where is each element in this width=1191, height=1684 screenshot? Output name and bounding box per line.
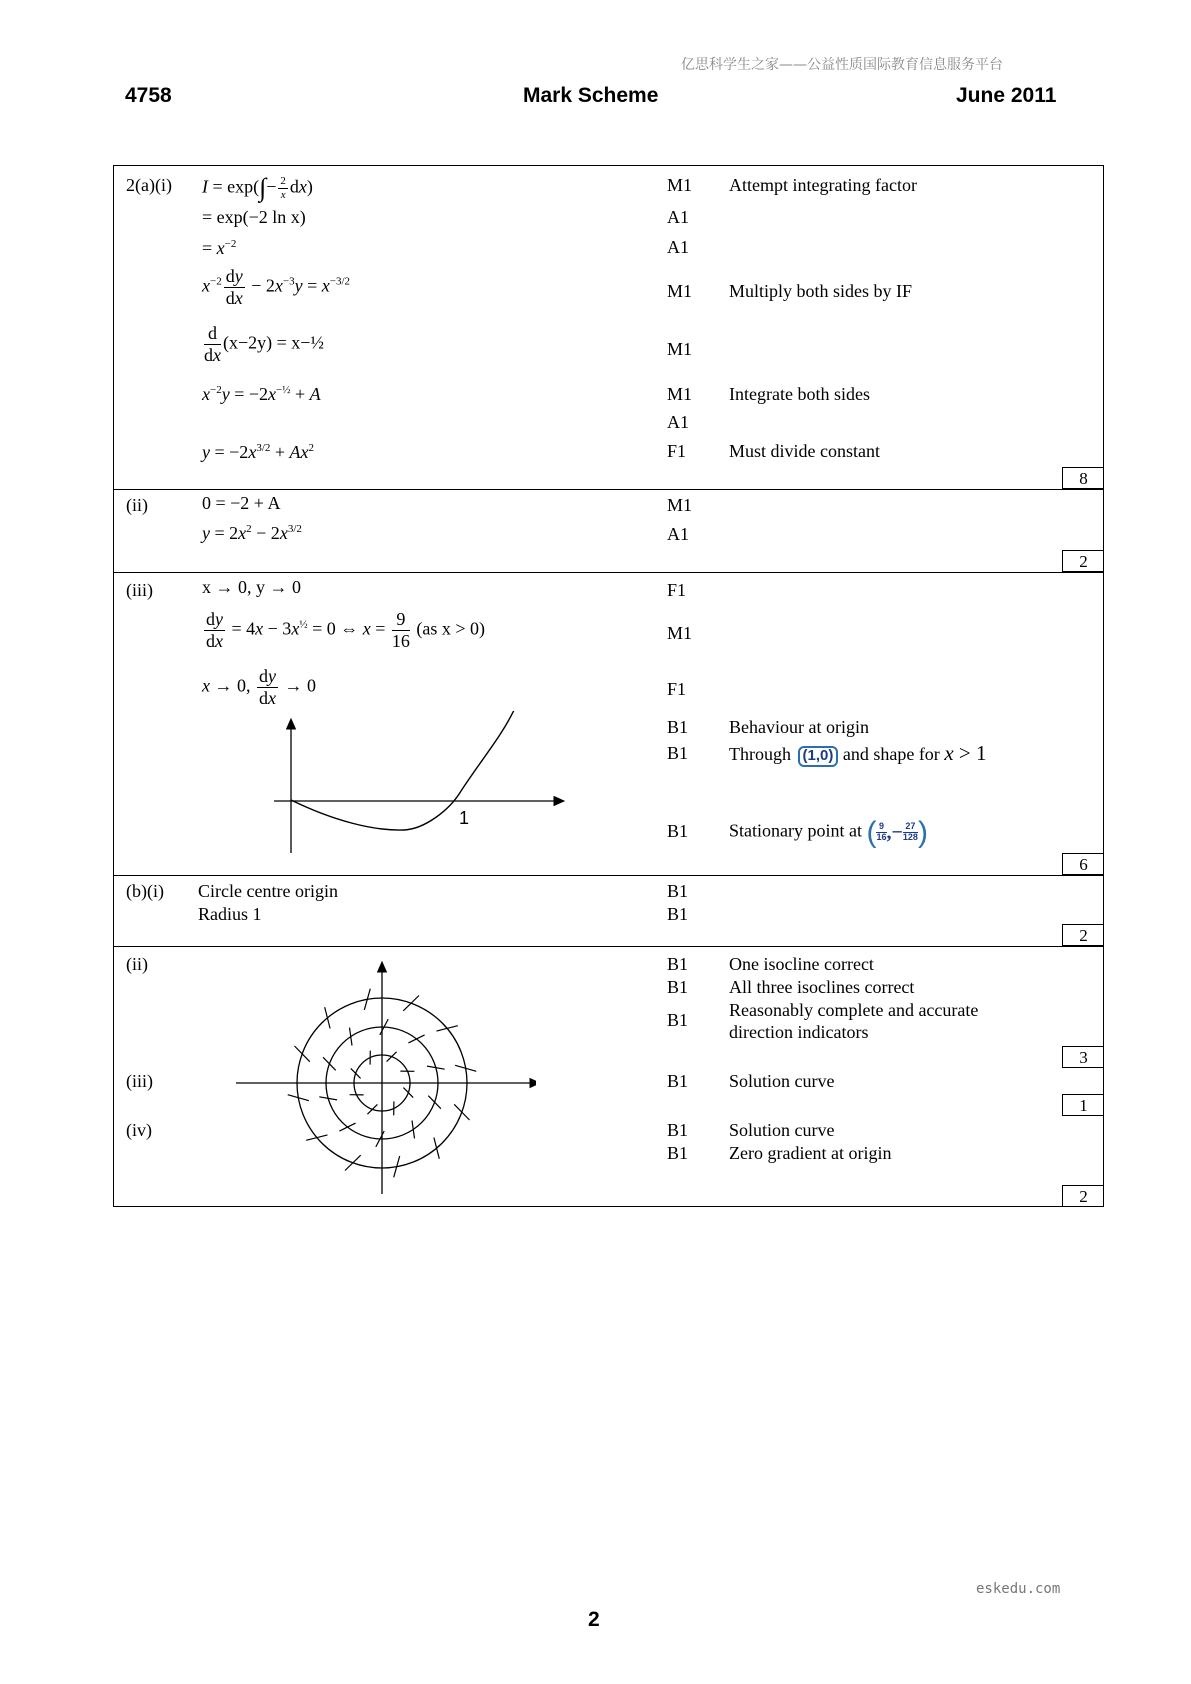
total-marks-box: 8	[1062, 467, 1104, 489]
formula-step: = exp(−2 ln x)	[202, 207, 306, 227]
comment: Solution curve	[729, 1071, 835, 1091]
formula-multiplied: $x^{-2}$ $\frac{dy}{dx}$ − $2x^{-3}y = x^{-3/2}$	[202, 266, 351, 308]
mark-scheme-table	[113, 165, 1104, 1207]
comment: Stationary point at	[729, 820, 862, 841]
total-marks-box: 2	[1062, 550, 1104, 572]
direction-tick	[295, 1046, 310, 1062]
direction-tick	[408, 1035, 424, 1043]
direction-tick	[306, 1135, 327, 1140]
question-label: (iv)	[126, 1120, 152, 1140]
mark: M1	[667, 495, 693, 515]
comment: Behaviour at origin	[729, 717, 869, 737]
watermark: 亿思科学生之家——公益性质国际教育信息服务平台	[681, 57, 1003, 73]
mark: M1	[667, 281, 693, 301]
mark: A1	[667, 207, 689, 227]
question-label: (ii)	[126, 495, 148, 515]
solution-curve	[291, 711, 516, 830]
comment-through: Through (1,0) and shape for x > 1	[729, 741, 987, 765]
document-title: Mark Scheme	[523, 84, 659, 107]
exam-date: June 2011	[956, 84, 1057, 107]
direction-tick	[454, 1104, 469, 1120]
comment: direction indicators	[729, 1022, 869, 1042]
mark: B1	[667, 881, 689, 901]
total-marks-box: 1	[1062, 1094, 1104, 1116]
comment: Integrate both sides	[729, 384, 870, 404]
direction-tick	[325, 1007, 330, 1028]
direction-tick	[345, 1155, 361, 1170]
formula-general-solution: $y = -2x^{3/2} + Ax^2$	[202, 442, 315, 462]
question-label: (iii)	[126, 580, 153, 600]
mark: M1	[667, 339, 693, 359]
mark: F1	[667, 679, 687, 699]
formula-constant: 0 = −2 + A	[202, 493, 281, 513]
mark: F1	[667, 441, 687, 461]
comment: Attempt integrating factor	[729, 175, 917, 195]
comment: One isocline correct	[729, 954, 874, 974]
mark: F1	[667, 580, 687, 600]
mark: M1	[667, 175, 693, 195]
answer-line: Radius 1	[198, 904, 262, 924]
comment: Through	[729, 744, 791, 764]
point-badge: (1,0)	[798, 746, 839, 767]
mark: M1	[667, 384, 693, 404]
mark: B1	[667, 1010, 689, 1030]
formula-integrated: $x^{-2}y = -2x^{-\frac{1}{2}} + A$	[202, 384, 321, 404]
direction-tick	[403, 996, 419, 1011]
comment: Multiply both sides by IF	[729, 281, 913, 301]
formula-step: = $x^{-2}$	[202, 238, 237, 258]
total-marks-box: 2	[1062, 924, 1104, 946]
direction-tick	[428, 1096, 441, 1109]
total-marks-box: 3	[1062, 1046, 1104, 1068]
formula-limit: x → 0, y → 0	[202, 577, 301, 597]
comment: Solution curve	[729, 1120, 835, 1140]
question-label: 2(a)(i)	[126, 175, 172, 195]
total-marks-box: 2	[1062, 1185, 1104, 1207]
page-number: 2	[588, 1608, 600, 1631]
direction-tick	[387, 1052, 397, 1062]
total-marks-box: 6	[1062, 853, 1104, 875]
comment: and shape for	[842, 744, 940, 764]
comment: All three isoclines correct	[729, 977, 915, 997]
formula-gradient-limit: x → 0, $\frac{dy}{dx}$ → 0	[202, 666, 316, 708]
answer-line: Circle centre origin	[198, 881, 338, 901]
mark: A1	[667, 412, 689, 432]
stationary-y: $\frac{27}{128}$	[902, 821, 918, 842]
direction-tick	[367, 1104, 377, 1114]
direction-tick	[434, 1138, 439, 1159]
graph-label-one: 1	[459, 808, 470, 828]
mark: B1	[667, 743, 689, 763]
row-divider	[114, 875, 1103, 876]
direction-tick	[323, 1057, 336, 1070]
direction-tick	[437, 1026, 458, 1031]
direction-tick	[403, 1088, 413, 1098]
formula-derivative: $\frac{dy}{dx}$ = $4x - 3x^{\frac{1}{2}} = 0$ ⇔ x = $\frac{9}{16}$ (as x > 0)	[206, 609, 486, 651]
direction-tick	[339, 1123, 355, 1131]
comment-stationary: Stationary point at ( $\frac{9}{16}$ ,− $\frac{27}{128}$ )	[729, 816, 928, 849]
paper-code: 4758	[125, 84, 172, 107]
question-label: (ii)	[126, 954, 148, 974]
mark: A1	[667, 524, 689, 544]
mark: M1	[667, 623, 693, 643]
formula-product: $\frac{d}{dx}$ (x−2y) = x−½	[204, 323, 324, 365]
mark: B1	[667, 954, 689, 974]
mark: B1	[667, 717, 689, 737]
isocline-diagram	[236, 956, 536, 1196]
mark: B1	[667, 1071, 689, 1091]
formula-particular-solution: $y = 2x^2 - 2x^{3/2}$	[202, 523, 302, 543]
formula-integrating-factor: I = exp(∫− $\frac{2}{x}$ dx)	[202, 173, 313, 202]
row-divider	[114, 946, 1103, 947]
comment: Must divide constant	[729, 441, 880, 461]
solution-graph	[254, 711, 574, 861]
mark: B1	[667, 977, 689, 997]
mark: B1	[667, 821, 689, 841]
row-divider	[114, 572, 1103, 573]
mark: B1	[667, 1143, 689, 1163]
direction-tick	[351, 1068, 361, 1078]
row-divider	[114, 489, 1103, 490]
mark: A1	[667, 237, 689, 257]
site-footer: eskedu.com	[976, 1581, 1061, 1597]
question-label: (b)(i)	[126, 881, 164, 901]
comment: Reasonably complete and accurate	[729, 1000, 979, 1020]
mark: B1	[667, 904, 689, 924]
stationary-x: $\frac{9}{16}$	[876, 821, 887, 842]
condition: (as x > 0)	[416, 618, 486, 639]
comment: Zero gradient at origin	[729, 1143, 892, 1163]
question-label: (iii)	[126, 1071, 153, 1091]
formula-product-tail: (x−2y) = x−½	[223, 332, 324, 353]
mark: B1	[667, 1120, 689, 1140]
